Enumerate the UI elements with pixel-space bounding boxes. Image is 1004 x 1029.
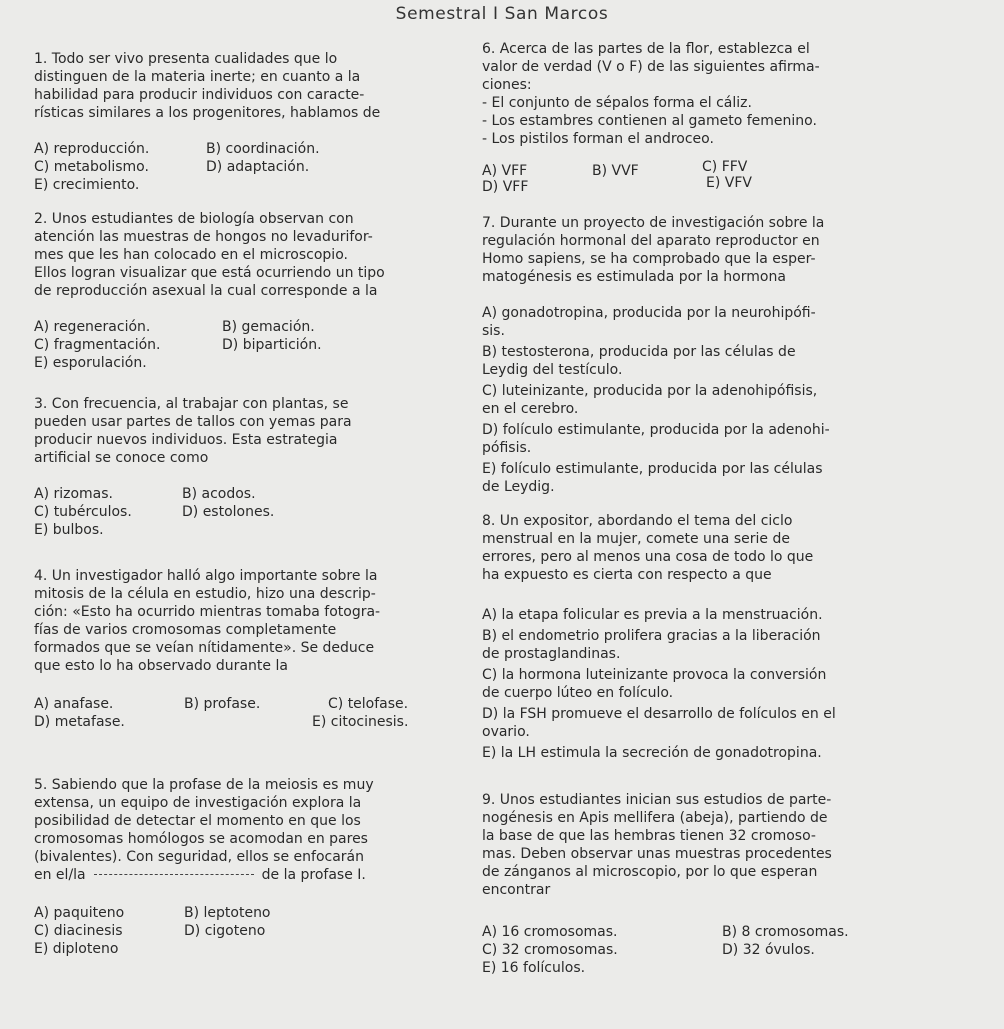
option-d[interactable]: D) VFF bbox=[482, 179, 529, 195]
option-b[interactable]: B) coordinación. bbox=[206, 141, 320, 157]
option-e[interactable]: E) 16 folículos. bbox=[482, 960, 586, 976]
option-a[interactable]: A) VFF bbox=[482, 163, 528, 179]
option-a[interactable]: A) gonadotropina, producida por la neurohipófi- sis. bbox=[482, 305, 816, 339]
option-c[interactable]: C) 32 cromosomas. bbox=[482, 942, 618, 958]
option-e[interactable]: E) diploteno bbox=[34, 941, 119, 957]
question-5-stem-end-b: de la profase I. bbox=[261, 867, 366, 883]
option-e[interactable]: E) esporulación. bbox=[34, 355, 147, 371]
option-e[interactable]: E) citocinesis. bbox=[312, 714, 409, 730]
option-e[interactable]: E) bulbos. bbox=[34, 522, 104, 538]
question-2-stem: 2. Unos estudiantes de biología observan con atención las muestras de hongos no levadurifor- mes que les han colocado en el microscopio. Ellos logran visualizar que está ocurriendo un tipo de reproducción asexual la cual corresponde a la bbox=[34, 211, 385, 299]
option-d[interactable]: D) estolones. bbox=[182, 504, 275, 520]
question-8-options bbox=[482, 606, 977, 762]
question-5-stem-end-a: en el/la bbox=[34, 867, 86, 883]
option-b[interactable]: B) acodos. bbox=[182, 486, 256, 502]
question-7-options bbox=[482, 304, 977, 496]
option-c[interactable]: C) metabolismo. bbox=[34, 159, 149, 175]
question-3 bbox=[34, 395, 464, 538]
question-5-stem: 5. Sabiendo que la profase de la meiosis es muy extensa, un equipo de investigación explora la posibilidad de detectar el momento en que los cromosomas homólogos se acomodan en pares (bivalentes). Con seguridad, ellos se enfocarán bbox=[34, 777, 374, 865]
question-7 bbox=[482, 214, 977, 496]
option-c[interactable]: C) la hormona luteinizante provoca la conversión de cuerpo lúteo en folículo. bbox=[482, 667, 827, 701]
question-4-options bbox=[34, 681, 464, 730]
option-b[interactable]: B) gemación. bbox=[222, 319, 315, 335]
question-5 bbox=[34, 776, 464, 957]
option-a[interactable]: A) la etapa folicular es previa a la menstruación. bbox=[482, 607, 823, 623]
option-d[interactable]: D) bipartición. bbox=[222, 337, 322, 353]
option-a[interactable]: A) regeneración. bbox=[34, 319, 151, 335]
option-a[interactable]: A) paquiteno bbox=[34, 905, 125, 921]
option-d[interactable]: D) folículo estimulante, producida por la adenohi- pófisis. bbox=[482, 422, 830, 456]
question-9-options bbox=[482, 905, 977, 975]
question-4-stem: 4. Un investigador halló algo importante sobre la mitosis de la célula en estudio, hizo una descrip- ción: «Esto ha ocurrido mientras tomaba fotogra- fías de varios cromosomas completamente formados que se veían nítidamente». Se deduce que esto lo ha observado durante la bbox=[34, 568, 381, 674]
question-8 bbox=[482, 512, 977, 762]
question-7-stem: 7. Durante un proyecto de investigación sobre la regulación hormonal del aparato reproductor en Homo sapiens, se ha comprobado que la esper- matogénesis es estimulada por la hormona bbox=[482, 215, 825, 285]
question-2 bbox=[34, 210, 464, 371]
question-4 bbox=[34, 567, 464, 730]
option-a[interactable]: A) rizomas. bbox=[34, 486, 114, 502]
question-3-stem: 3. Con frecuencia, al trabajar con plantas, se pueden usar partes de tallos con yemas para producir nuevos individuos. Esta estrategia artificial se conoce como bbox=[34, 396, 352, 466]
option-a[interactable]: A) reproducción. bbox=[34, 141, 150, 157]
option-b[interactable]: B) profase. bbox=[184, 696, 261, 712]
question-5-stem-end bbox=[34, 866, 464, 884]
option-c[interactable]: C) diacinesis bbox=[34, 923, 123, 939]
question-8-stem: 8. Un expositor, abordando el tema del ciclo menstrual en la mujer, comete una serie de errores, pero al menos una cosa de todo lo que ha expuesto es cierta con respecto a que bbox=[482, 513, 814, 583]
question-5-options bbox=[34, 890, 464, 957]
option-c[interactable]: C) tubérculos. bbox=[34, 504, 132, 520]
option-b[interactable]: B) testosterona, producida por las células de Leydig del testículo. bbox=[482, 344, 796, 378]
question-6-options bbox=[482, 154, 977, 198]
question-1-stem: 1. Todo ser vivo presenta cualidades que lo distinguen de la materia inerte; en cuanto a la habilidad para producir individuos con caracte- rísticas similares a los progenitores, hablamos de bbox=[34, 51, 381, 121]
option-d[interactable]: D) metafase. bbox=[34, 714, 125, 730]
option-e[interactable]: E) crecimiento. bbox=[34, 177, 140, 193]
question-6-stem: 6. Acerca de las partes de la flor, establezca el valor de verdad (V o F) de las siguientes afirma- ciones: - El conjunto de sépalos forma el cáliz. - Los estambres contienen al gameto femenino. - Los pistilos forman el androceo. bbox=[482, 41, 820, 147]
question-1-options bbox=[34, 128, 464, 193]
option-c[interactable]: C) fragmentación. bbox=[34, 337, 161, 353]
option-c[interactable]: C) telofase. bbox=[328, 696, 409, 712]
question-6 bbox=[482, 40, 977, 198]
option-b[interactable]: B) leptoteno bbox=[184, 905, 271, 921]
option-d[interactable]: D) adaptación. bbox=[206, 159, 310, 175]
question-2-options bbox=[34, 306, 464, 371]
option-c[interactable]: C) luteinizante, producida por la adenohipófisis, en el cerebro. bbox=[482, 383, 818, 417]
option-e[interactable]: E) VFV bbox=[706, 175, 752, 191]
option-b[interactable]: B) VVF bbox=[592, 163, 639, 179]
option-b[interactable]: B) el endometrio prolifera gracias a la liberación de prostaglandinas. bbox=[482, 628, 821, 662]
page-title: Semestral I San Marcos bbox=[395, 4, 609, 24]
option-a[interactable]: A) anafase. bbox=[34, 696, 114, 712]
option-e[interactable]: E) la LH estimula la secreción de gonadotropina. bbox=[482, 745, 822, 761]
question-1 bbox=[34, 50, 464, 193]
option-b[interactable]: B) 8 cromosomas. bbox=[722, 924, 849, 940]
option-d[interactable]: D) 32 óvulos. bbox=[722, 942, 815, 958]
option-a[interactable]: A) 16 cromosomas. bbox=[482, 924, 618, 940]
answer-blank[interactable] bbox=[94, 874, 254, 875]
option-d[interactable]: D) la FSH promueve el desarrollo de folículos en el ovario. bbox=[482, 706, 836, 740]
question-9 bbox=[482, 791, 977, 975]
question-9-stem: 9. Unos estudiantes inician sus estudios de parte- nogénesis en Apis mellifera (abeja), partiendo de la base de que las hembras tienen 32 cromoso- mas. Deben observar unas muestras procedentes de zánganos al microscopio, por lo que esperan encontrar bbox=[482, 792, 832, 898]
question-3-options bbox=[34, 473, 464, 538]
option-d[interactable]: D) cigoteno bbox=[184, 923, 266, 939]
option-e[interactable]: E) folículo estimulante, producida por las células de Leydig. bbox=[482, 461, 823, 495]
option-c[interactable]: C) FFV bbox=[702, 159, 748, 175]
